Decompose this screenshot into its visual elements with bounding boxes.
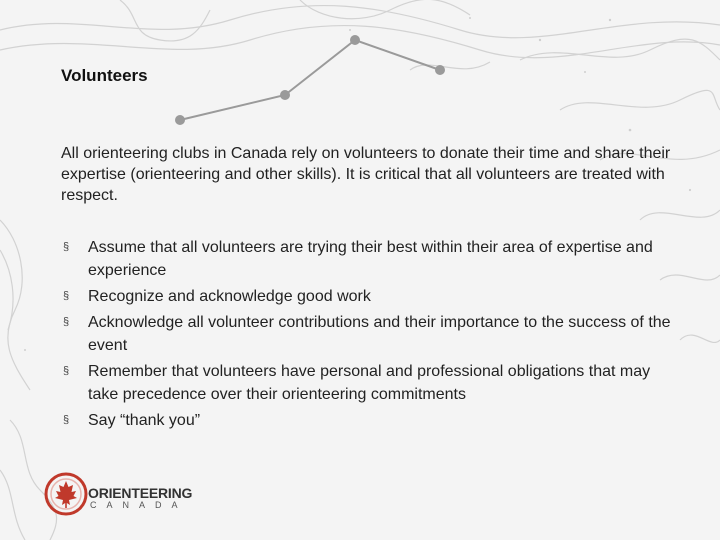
maple-leaf-icon: [44, 472, 88, 516]
bullet-marker: §: [63, 316, 70, 328]
orienteering-canada-logo: [44, 468, 193, 520]
bullet-marker: §: [63, 241, 70, 253]
course-route: [176, 36, 444, 124]
bullet-text: Remember that volunteers have personal and professional obligations that may take precedence over their orienteering commitments: [88, 363, 651, 403]
bullet-text: Assume that all volunteers are trying their best within their area of expertise and experience: [88, 239, 653, 279]
list-item: [61, 409, 671, 432]
slide-title: Volunteers: [61, 66, 148, 85]
list-item: [61, 285, 671, 308]
list-item: [61, 360, 671, 406]
logo-subtitle: CANADA: [90, 500, 188, 510]
bullet-text: Recognize and acknowledge good work: [88, 288, 371, 305]
logo-wordmark: ORIENTEERING: [88, 485, 193, 501]
list-item: [61, 311, 671, 357]
bullet-marker: §: [63, 414, 70, 426]
bullet-marker: §: [63, 290, 70, 302]
bullet-text: Acknowledge all volunteer contributions and their importance to the success of the event: [88, 314, 671, 354]
bullet-list: [61, 236, 671, 435]
list-item: [61, 236, 671, 282]
bullet-text: Say “thank you”: [88, 412, 201, 429]
intro-paragraph: All orienteering clubs in Canada rely on volunteers to donate their time and share their expertise (orienteering and other skills). It is critical that all volunteers are treated with respect.: [61, 145, 671, 204]
bullet-marker: §: [63, 365, 70, 377]
